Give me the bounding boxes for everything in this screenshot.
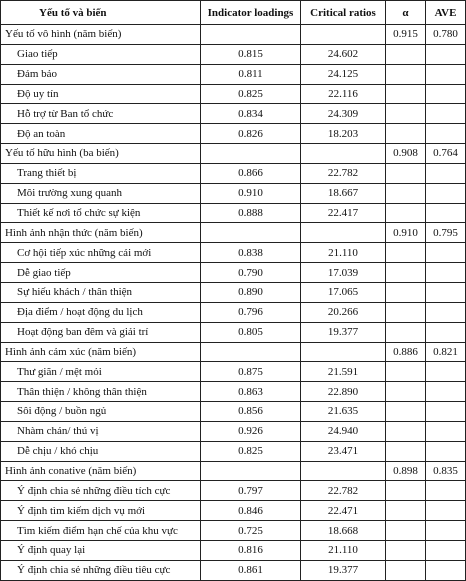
item-loading: 0.846 bbox=[201, 501, 301, 521]
item-loading: 0.826 bbox=[201, 124, 301, 144]
item-critical-ratio: 18.668 bbox=[301, 521, 386, 541]
item-loading: 0.838 bbox=[201, 243, 301, 263]
table-row bbox=[1, 263, 466, 283]
item-critical-ratio: 22.471 bbox=[301, 501, 386, 521]
table-row bbox=[1, 124, 466, 144]
item-label: Nhàm chán/ thú vị bbox=[1, 421, 201, 441]
header-critical-ratios: Critical ratios bbox=[301, 1, 386, 25]
table-row bbox=[1, 402, 466, 422]
item-alpha-empty bbox=[386, 263, 426, 283]
item-alpha-empty bbox=[386, 44, 426, 64]
item-ave-empty bbox=[426, 64, 466, 84]
table-row bbox=[1, 64, 466, 84]
table-row bbox=[1, 382, 466, 402]
item-alpha-empty bbox=[386, 501, 426, 521]
table-row bbox=[1, 501, 466, 521]
item-critical-ratio: 21.110 bbox=[301, 540, 386, 560]
item-loading: 0.815 bbox=[201, 44, 301, 64]
item-alpha-empty bbox=[386, 203, 426, 223]
group-row bbox=[1, 25, 466, 45]
item-alpha-empty bbox=[386, 441, 426, 461]
item-alpha-empty bbox=[386, 481, 426, 501]
table-row bbox=[1, 203, 466, 223]
group-loading-empty bbox=[201, 461, 301, 481]
group-cr-empty bbox=[301, 144, 386, 164]
item-ave-empty bbox=[426, 282, 466, 302]
item-loading: 0.856 bbox=[201, 402, 301, 422]
item-loading: 0.725 bbox=[201, 521, 301, 541]
header-alpha: α bbox=[386, 1, 426, 25]
group-cr-empty bbox=[301, 223, 386, 243]
item-label: Địa điểm / hoạt động du lịch bbox=[1, 302, 201, 322]
item-alpha-empty bbox=[386, 402, 426, 422]
item-alpha-empty bbox=[386, 382, 426, 402]
group-alpha: 0.910 bbox=[386, 223, 426, 243]
group-loading-empty bbox=[201, 144, 301, 164]
item-critical-ratio: 22.890 bbox=[301, 382, 386, 402]
item-ave-empty bbox=[426, 421, 466, 441]
header-ave: AVE bbox=[426, 1, 466, 25]
item-label: Ý định chia sẻ những điều tích cực bbox=[1, 481, 201, 501]
item-label: Độ uy tín bbox=[1, 84, 201, 104]
group-name: Hình ảnh cảm xúc (năm biến) bbox=[1, 342, 201, 362]
item-ave-empty bbox=[426, 183, 466, 203]
table-row bbox=[1, 104, 466, 124]
group-ave: 0.764 bbox=[426, 144, 466, 164]
item-label: Ý định tìm kiếm dịch vụ mới bbox=[1, 501, 201, 521]
table-row bbox=[1, 362, 466, 382]
item-label: Cơ hội tiếp xúc những cái mới bbox=[1, 243, 201, 263]
item-ave-empty bbox=[426, 441, 466, 461]
item-label: Môi trường xung quanh bbox=[1, 183, 201, 203]
item-loading: 0.805 bbox=[201, 322, 301, 342]
item-loading: 0.875 bbox=[201, 362, 301, 382]
item-ave-empty bbox=[426, 382, 466, 402]
item-label: Dễ giao tiếp bbox=[1, 263, 201, 283]
item-critical-ratio: 21.110 bbox=[301, 243, 386, 263]
item-ave-empty bbox=[426, 521, 466, 541]
group-alpha: 0.915 bbox=[386, 25, 426, 45]
item-alpha-empty bbox=[386, 64, 426, 84]
item-loading: 0.790 bbox=[201, 263, 301, 283]
group-name: Hình ảnh conative (năm biến) bbox=[1, 461, 201, 481]
item-critical-ratio: 21.635 bbox=[301, 402, 386, 422]
item-label: Dễ chịu / khó chịu bbox=[1, 441, 201, 461]
item-ave-empty bbox=[426, 243, 466, 263]
item-ave-empty bbox=[426, 540, 466, 560]
group-row bbox=[1, 342, 466, 362]
group-name: Yếu tố vô hình (năm biến) bbox=[1, 25, 201, 45]
item-ave-empty bbox=[426, 501, 466, 521]
item-critical-ratio: 17.065 bbox=[301, 282, 386, 302]
item-ave-empty bbox=[426, 263, 466, 283]
group-loading-empty bbox=[201, 342, 301, 362]
item-label: Ý định chia sẻ những điều tiêu cực bbox=[1, 560, 201, 580]
item-loading: 0.863 bbox=[201, 382, 301, 402]
item-critical-ratio: 21.591 bbox=[301, 362, 386, 382]
header-row bbox=[1, 1, 466, 25]
item-alpha-empty bbox=[386, 183, 426, 203]
item-loading: 0.811 bbox=[201, 64, 301, 84]
item-label: Sôi động / buồn ngủ bbox=[1, 402, 201, 422]
item-loading: 0.797 bbox=[201, 481, 301, 501]
item-critical-ratio: 20.266 bbox=[301, 302, 386, 322]
item-critical-ratio: 18.203 bbox=[301, 124, 386, 144]
item-ave-empty bbox=[426, 481, 466, 501]
table-row bbox=[1, 302, 466, 322]
item-loading: 0.825 bbox=[201, 441, 301, 461]
item-ave-empty bbox=[426, 44, 466, 64]
item-critical-ratio: 24.940 bbox=[301, 421, 386, 441]
group-alpha: 0.898 bbox=[386, 461, 426, 481]
item-label: Giao tiếp bbox=[1, 44, 201, 64]
table-row bbox=[1, 521, 466, 541]
group-name: Yếu tố hữu hình (ba biến) bbox=[1, 144, 201, 164]
item-critical-ratio: 24.309 bbox=[301, 104, 386, 124]
table-row bbox=[1, 481, 466, 501]
item-alpha-empty bbox=[386, 521, 426, 541]
group-cr-empty bbox=[301, 25, 386, 45]
item-loading: 0.816 bbox=[201, 540, 301, 560]
item-alpha-empty bbox=[386, 421, 426, 441]
item-critical-ratio: 18.667 bbox=[301, 183, 386, 203]
table-row bbox=[1, 282, 466, 302]
item-loading: 0.888 bbox=[201, 203, 301, 223]
group-ave: 0.821 bbox=[426, 342, 466, 362]
item-critical-ratio: 17.039 bbox=[301, 263, 386, 283]
group-ave: 0.795 bbox=[426, 223, 466, 243]
item-critical-ratio: 24.602 bbox=[301, 44, 386, 64]
item-label: Thư giãn / mệt mỏi bbox=[1, 362, 201, 382]
group-alpha: 0.908 bbox=[386, 144, 426, 164]
header-factor: Yếu tố và biến bbox=[1, 1, 201, 25]
item-label: Sự hiếu khách / thân thiện bbox=[1, 282, 201, 302]
item-label: Thiết kế nơi tổ chức sự kiện bbox=[1, 203, 201, 223]
item-loading: 0.834 bbox=[201, 104, 301, 124]
item-ave-empty bbox=[426, 302, 466, 322]
item-critical-ratio: 24.125 bbox=[301, 64, 386, 84]
item-label: Tìm kiếm điểm hạn chế của khu vực bbox=[1, 521, 201, 541]
item-loading: 0.890 bbox=[201, 282, 301, 302]
item-ave-empty bbox=[426, 124, 466, 144]
table-row bbox=[1, 163, 466, 183]
table-row bbox=[1, 560, 466, 580]
group-ave: 0.780 bbox=[426, 25, 466, 45]
item-ave-empty bbox=[426, 322, 466, 342]
item-ave-empty bbox=[426, 362, 466, 382]
table-row bbox=[1, 183, 466, 203]
item-critical-ratio: 19.377 bbox=[301, 560, 386, 580]
group-row bbox=[1, 144, 466, 164]
item-ave-empty bbox=[426, 203, 466, 223]
header-loadings: Indicator loadings bbox=[201, 1, 301, 25]
table-row bbox=[1, 421, 466, 441]
item-label: Hoạt động ban đêm và giải trí bbox=[1, 322, 201, 342]
item-loading: 0.861 bbox=[201, 560, 301, 580]
item-alpha-empty bbox=[386, 243, 426, 263]
item-alpha-empty bbox=[386, 362, 426, 382]
item-label: Trang thiết bị bbox=[1, 163, 201, 183]
item-ave-empty bbox=[426, 163, 466, 183]
group-row bbox=[1, 223, 466, 243]
table-row bbox=[1, 84, 466, 104]
item-alpha-empty bbox=[386, 163, 426, 183]
group-cr-empty bbox=[301, 461, 386, 481]
item-label: Ý định quay lại bbox=[1, 540, 201, 560]
item-loading: 0.825 bbox=[201, 84, 301, 104]
table-row bbox=[1, 441, 466, 461]
item-alpha-empty bbox=[386, 322, 426, 342]
item-ave-empty bbox=[426, 560, 466, 580]
item-critical-ratio: 23.471 bbox=[301, 441, 386, 461]
group-row bbox=[1, 461, 466, 481]
item-critical-ratio: 22.116 bbox=[301, 84, 386, 104]
item-loading: 0.910 bbox=[201, 183, 301, 203]
item-loading: 0.866 bbox=[201, 163, 301, 183]
item-alpha-empty bbox=[386, 302, 426, 322]
item-critical-ratio: 22.782 bbox=[301, 163, 386, 183]
item-label: Độ an toàn bbox=[1, 124, 201, 144]
item-critical-ratio: 22.782 bbox=[301, 481, 386, 501]
item-alpha-empty bbox=[386, 540, 426, 560]
item-alpha-empty bbox=[386, 282, 426, 302]
table-row bbox=[1, 243, 466, 263]
item-loading: 0.796 bbox=[201, 302, 301, 322]
item-alpha-empty bbox=[386, 104, 426, 124]
item-ave-empty bbox=[426, 402, 466, 422]
group-alpha: 0.886 bbox=[386, 342, 426, 362]
item-alpha-empty bbox=[386, 84, 426, 104]
group-ave: 0.835 bbox=[426, 461, 466, 481]
item-label: Thân thiện / không thân thiện bbox=[1, 382, 201, 402]
item-ave-empty bbox=[426, 84, 466, 104]
table-body bbox=[1, 25, 466, 581]
item-alpha-empty bbox=[386, 560, 426, 580]
item-ave-empty bbox=[426, 104, 466, 124]
group-loading-empty bbox=[201, 25, 301, 45]
table-row bbox=[1, 322, 466, 342]
table-row bbox=[1, 540, 466, 560]
item-loading: 0.926 bbox=[201, 421, 301, 441]
item-alpha-empty bbox=[386, 124, 426, 144]
group-name: Hình ảnh nhận thức (năm biến) bbox=[1, 223, 201, 243]
table-row bbox=[1, 44, 466, 64]
group-cr-empty bbox=[301, 342, 386, 362]
item-critical-ratio: 22.417 bbox=[301, 203, 386, 223]
group-loading-empty bbox=[201, 223, 301, 243]
item-critical-ratio: 19.377 bbox=[301, 322, 386, 342]
item-label: Hỗ trợ từ Ban tổ chức bbox=[1, 104, 201, 124]
item-label: Đảm bảo bbox=[1, 64, 201, 84]
